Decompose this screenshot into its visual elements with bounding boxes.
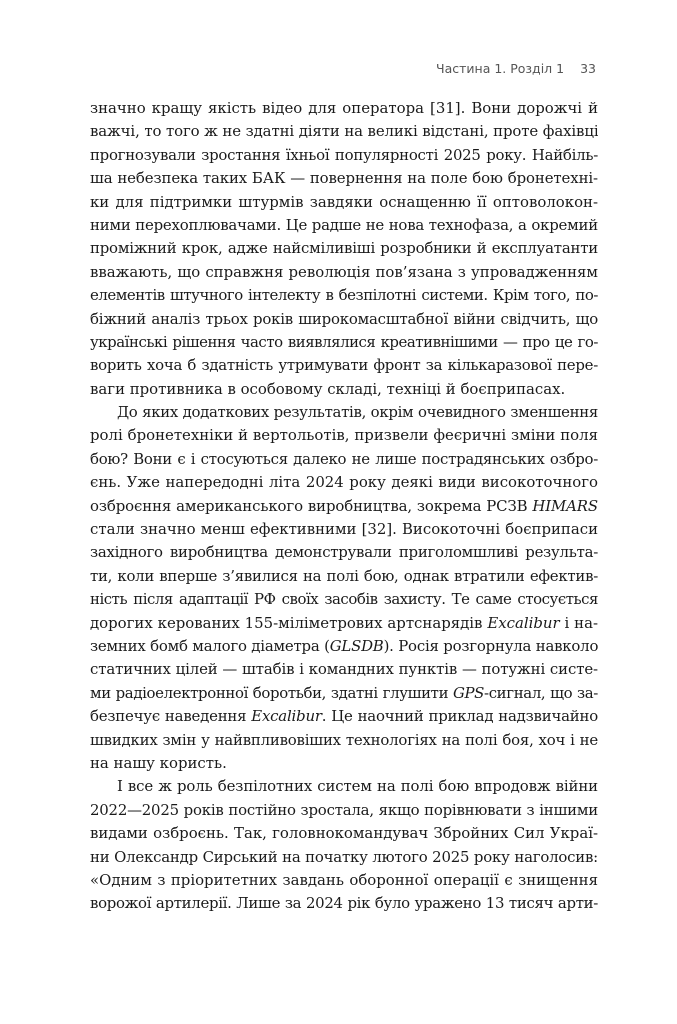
glsdb-term: GLSDB <box>329 636 384 655</box>
excalibur-term: Excalibur <box>251 707 322 726</box>
text-segment: дорогих керованих 155-міліметрових артснарядів <box>90 613 488 632</box>
running-head <box>420 58 596 78</box>
text-line: проміжний крок, адже найсміливіші розробники й експлуатанти <box>90 239 598 258</box>
text-line: «Одним з пріоритетних завдань оборонної операції є знищення <box>90 870 598 889</box>
himars-term: HIMARS <box>532 496 598 515</box>
text-line: західного виробництва демонстрували приголомшливі результа- <box>90 543 598 562</box>
text-line: стали значно менш ефективними [32]. Високоточні боєприпаси <box>90 520 598 539</box>
text-line: вважають, що справжня революція пов’язана з упровадженням <box>90 262 598 281</box>
text-line: ваги противника в особовому складі, техніці й боєприпасах. <box>90 379 566 398</box>
text-segment: -сигнал, що за- <box>484 683 598 702</box>
text-line: елементів штучного інтелекту в безпілотні системи. Крім того, по- <box>90 286 598 305</box>
text-line: ни Олександр Сирський на початку лютого 2025 року наголосив: <box>90 847 598 866</box>
section-title: Частина 1. Розділ 1 <box>436 60 565 76</box>
text-segment: ). Росія розгорнула навколо <box>383 636 598 655</box>
text-line: ворожої артилерії. Лише за 2024 рік було уражено 13 тисяч арти- <box>90 894 598 913</box>
text-line: ша небезпека таких БАК — повернення на поле бою бронетехні- <box>90 169 598 188</box>
text-line: І все ж роль безпілотних систем на полі бою впродовж війни <box>117 777 598 796</box>
text-line: швидких змін у найвпливовіших технологіях на полі боя, хоч і не <box>90 730 598 749</box>
body-text <box>90 97 598 916</box>
gps-term: GPS <box>452 683 485 702</box>
text-line: ролі бронетехніки й вертольотів, призвели феєричні зміни поля <box>90 426 598 445</box>
text-line: До яких додаткових результатів, окрім очевидного зменшення <box>117 403 598 422</box>
page-number: 33 <box>580 60 596 76</box>
paragraph-2 <box>90 401 598 775</box>
text-line: 2022—2025 років постійно зростала, якщо порівнювати з іншими <box>90 800 598 819</box>
text-line: видами озброєнь. Так, головнокомандувач Збройних Сил Украї- <box>90 824 598 843</box>
text-segment: безпечує наведення <box>90 707 252 726</box>
text-line: значно кращу якість відео для оператора [31]. Вони дорожчі й <box>90 99 598 117</box>
text-line: ти, коли вперше з’явилися на полі бою, однак втратили ефектив- <box>90 566 598 585</box>
text-line: біжний аналіз трьох років широкомасштабної війни свідчить, що <box>90 309 598 328</box>
text-line: українські рішення часто виявлялися креативнішими — про це го- <box>90 332 598 351</box>
text-line <box>90 705 598 728</box>
text-line: прогнозували зростання їхньої популярності 2025 року. Найбіль- <box>90 145 598 164</box>
text-line <box>90 495 598 518</box>
text-line <box>90 682 598 705</box>
text-line: статичних цілей — штабів і командних пунктів — потужні систе- <box>90 660 598 679</box>
text-segment: і на- <box>559 613 598 632</box>
text-line: єнь. Уже напередодні літа 2024 року деякі види високоточного <box>90 473 598 492</box>
text-line: на нашу користь. <box>90 753 227 772</box>
text-line: ворить хоча б здатність утримувати фронт за кількаразової пере- <box>90 356 598 375</box>
paragraph-3 <box>90 775 598 915</box>
text-line: ність після адаптації РФ своїх засобів захисту. Те саме стосується <box>90 590 598 609</box>
text-line <box>90 635 598 658</box>
text-segment: ми радіоелектронної боротьби, здатні глушити <box>90 683 453 702</box>
text-segment: озброєння американського виробництва, зокрема РСЗВ <box>90 496 533 515</box>
paragraph-1 <box>90 97 598 401</box>
excalibur-term: Excalibur <box>487 613 560 632</box>
text-line: ки для підтримки штурмів завдяки оснащенню її оптоволокон- <box>90 192 598 211</box>
text-line <box>90 612 598 635</box>
text-line: бою? Вони є і стосуються далеко не лише пострадянських озбро- <box>90 449 598 468</box>
text-line: ними перехоплювачами. Це радше не нова технофаза, а окремий <box>90 215 598 234</box>
text-segment: . Це наочний приклад надзвичайно <box>321 707 598 726</box>
text-segment: земних бомб малого діаметра ( <box>90 636 330 655</box>
text-line: важчі, то того ж не здатні діяти на великі відстані, проте фахівці <box>90 122 598 141</box>
